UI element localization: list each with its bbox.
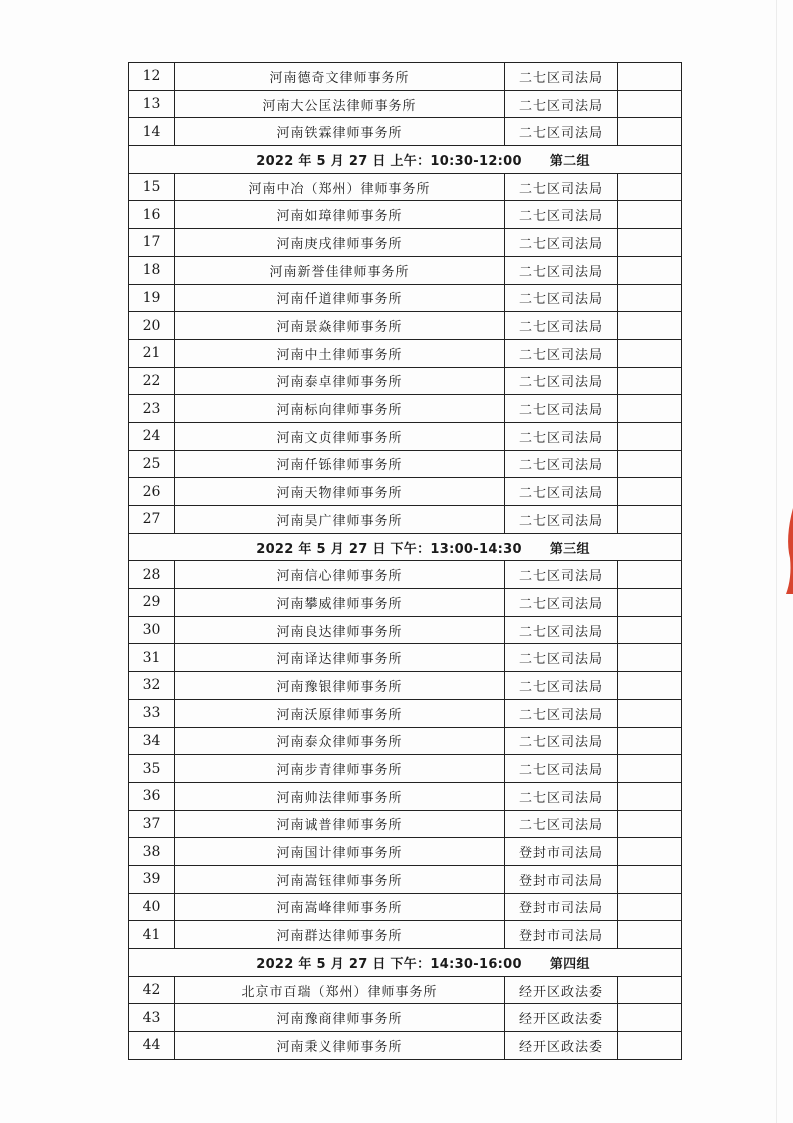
row-number: 28 [129,561,175,589]
firm-name: 北京市百瑞（郑州）律师事务所 [175,976,505,1004]
firm-name: 河南群达律师事务所 [175,921,505,949]
firm-name: 河南译达律师事务所 [175,644,505,672]
supervising-authority: 二七区司法局 [505,810,618,838]
law-firm-schedule-table [128,62,682,1060]
row-number: 35 [129,755,175,783]
group-session-time: 2022 年 5 月 27 日 上午：10:30-12:00 [256,153,522,169]
group-header-cell [129,146,682,174]
row-number: 15 [129,173,175,201]
firm-name: 河南豫银律师事务所 [175,672,505,700]
remarks-cell [618,1032,682,1060]
supervising-authority: 二七区司法局 [505,644,618,672]
row-number: 37 [129,810,175,838]
supervising-authority: 二七区司法局 [505,229,618,257]
group-header-cell [129,533,682,561]
supervising-authority: 登封市司法局 [505,838,618,866]
supervising-authority: 经开区政法委 [505,976,618,1004]
firm-name: 河南信心律师事务所 [175,561,505,589]
firm-name: 河南步青律师事务所 [175,755,505,783]
remarks-cell [618,782,682,810]
supervising-authority: 二七区司法局 [505,63,618,91]
firm-name: 河南沃原律师事务所 [175,699,505,727]
remarks-cell [618,727,682,755]
row-number: 41 [129,921,175,949]
row-number: 32 [129,672,175,700]
table-row [129,506,682,534]
remarks-cell [618,1004,682,1032]
firm-name: 河南豫商律师事务所 [175,1004,505,1032]
remarks-cell [618,450,682,478]
remarks-cell [618,229,682,257]
table-row [129,1032,682,1060]
supervising-authority: 经开区政法委 [505,1004,618,1032]
table-row [129,921,682,949]
remarks-cell [618,173,682,201]
firm-name: 河南庚戌律师事务所 [175,229,505,257]
table-row [129,450,682,478]
firm-name: 河南国计律师事务所 [175,838,505,866]
row-number: 20 [129,312,175,340]
row-number: 26 [129,478,175,506]
firm-name: 河南大公匡法律师事务所 [175,90,505,118]
supervising-authority: 二七区司法局 [505,727,618,755]
supervising-authority: 二七区司法局 [505,478,618,506]
firm-name: 河南中土律师事务所 [175,339,505,367]
table-row [129,644,682,672]
table-row [129,90,682,118]
firm-name: 河南仟道律师事务所 [175,284,505,312]
row-number: 19 [129,284,175,312]
table-row [129,395,682,423]
group-session-time: 2022 年 5 月 27 日 下午：13:00-14:30 [256,541,522,557]
group-header-row [129,533,682,561]
remarks-cell [618,284,682,312]
table-row [129,422,682,450]
table-row [129,893,682,921]
row-number: 42 [129,976,175,1004]
remarks-cell [618,893,682,921]
row-number: 33 [129,699,175,727]
row-number: 29 [129,589,175,617]
table-row [129,201,682,229]
firm-name: 河南诚普律师事务所 [175,810,505,838]
supervising-authority: 二七区司法局 [505,699,618,727]
red-stamp-edge-mark [784,508,793,594]
row-number: 44 [129,1032,175,1060]
remarks-cell [618,589,682,617]
firm-name: 河南仟铄律师事务所 [175,450,505,478]
firm-name: 河南标向律师事务所 [175,395,505,423]
remarks-cell [618,478,682,506]
table-row [129,616,682,644]
supervising-authority: 经开区政法委 [505,1032,618,1060]
table-row [129,118,682,146]
supervising-authority: 二七区司法局 [505,312,618,340]
remarks-cell [618,256,682,284]
remarks-cell [618,312,682,340]
supervising-authority: 二七区司法局 [505,616,618,644]
table-row [129,367,682,395]
firm-name: 河南良达律师事务所 [175,616,505,644]
row-number: 23 [129,395,175,423]
supervising-authority: 二七区司法局 [505,755,618,783]
supervising-authority: 二七区司法局 [505,367,618,395]
table-row [129,865,682,893]
firm-name: 河南天物律师事务所 [175,478,505,506]
firm-name: 河南德奇文律师事务所 [175,63,505,91]
supervising-authority: 登封市司法局 [505,921,618,949]
firm-name: 河南中冶（郑州）律师事务所 [175,173,505,201]
row-number: 36 [129,782,175,810]
table-row [129,672,682,700]
remarks-cell [618,616,682,644]
supervising-authority: 二七区司法局 [505,256,618,284]
row-number: 30 [129,616,175,644]
row-number: 34 [129,727,175,755]
remarks-cell [618,699,682,727]
table-row [129,173,682,201]
supervising-authority: 二七区司法局 [505,173,618,201]
firm-name: 河南攀威律师事务所 [175,589,505,617]
remarks-cell [618,838,682,866]
row-number: 22 [129,367,175,395]
supervising-authority: 二七区司法局 [505,395,618,423]
row-number: 27 [129,506,175,534]
firm-name: 河南帅法律师事务所 [175,782,505,810]
supervising-authority: 二七区司法局 [505,561,618,589]
supervising-authority: 二七区司法局 [505,589,618,617]
table-row [129,838,682,866]
table-row [129,312,682,340]
row-number: 24 [129,422,175,450]
firm-name: 河南泰众律师事务所 [175,727,505,755]
page-edge-line [776,0,777,1123]
supervising-authority: 二七区司法局 [505,118,618,146]
row-number: 18 [129,256,175,284]
row-number: 13 [129,90,175,118]
row-number: 14 [129,118,175,146]
row-number: 12 [129,63,175,91]
remarks-cell [618,201,682,229]
firm-name: 河南泰卓律师事务所 [175,367,505,395]
firm-name: 河南秉义律师事务所 [175,1032,505,1060]
firm-name: 河南嵩峰律师事务所 [175,893,505,921]
table-row [129,339,682,367]
table-body [129,63,682,1060]
supervising-authority: 二七区司法局 [505,339,618,367]
table-row [129,561,682,589]
row-number: 43 [129,1004,175,1032]
remarks-cell [618,865,682,893]
firm-name: 河南新誉佳律师事务所 [175,256,505,284]
table-row [129,782,682,810]
group-label: 第二组 [549,153,590,169]
row-number: 39 [129,865,175,893]
firm-name: 河南嵩钰律师事务所 [175,865,505,893]
table-row [129,699,682,727]
supervising-authority: 登封市司法局 [505,865,618,893]
group-header-row [129,949,682,977]
firm-name: 河南铁霖律师事务所 [175,118,505,146]
remarks-cell [618,644,682,672]
row-number: 21 [129,339,175,367]
table-row [129,589,682,617]
remarks-cell [618,506,682,534]
firm-name: 河南昊广律师事务所 [175,506,505,534]
remarks-cell [618,755,682,783]
row-number: 16 [129,201,175,229]
supervising-authority: 二七区司法局 [505,90,618,118]
supervising-authority: 二七区司法局 [505,201,618,229]
group-header-cell [129,949,682,977]
remarks-cell [618,921,682,949]
supervising-authority: 二七区司法局 [505,782,618,810]
supervising-authority: 登封市司法局 [505,893,618,921]
firm-name: 河南文贞律师事务所 [175,422,505,450]
row-number: 31 [129,644,175,672]
table-row [129,478,682,506]
group-label: 第四组 [549,956,590,972]
group-label: 第三组 [549,541,590,557]
remarks-cell [618,810,682,838]
table-row [129,976,682,1004]
remarks-cell [618,63,682,91]
supervising-authority: 二七区司法局 [505,450,618,478]
remarks-cell [618,367,682,395]
table-row [129,284,682,312]
table-row [129,755,682,783]
row-number: 40 [129,893,175,921]
remarks-cell [618,90,682,118]
table-row [129,256,682,284]
table-row [129,727,682,755]
group-header-row [129,146,682,174]
remarks-cell [618,422,682,450]
supervising-authority: 二七区司法局 [505,672,618,700]
remarks-cell [618,672,682,700]
group-session-time: 2022 年 5 月 27 日 下午：14:30-16:00 [256,956,522,972]
supervising-authority: 二七区司法局 [505,506,618,534]
firm-name: 河南景焱律师事务所 [175,312,505,340]
row-number: 17 [129,229,175,257]
table-row [129,1004,682,1032]
table-row [129,63,682,91]
remarks-cell [618,395,682,423]
remarks-cell [618,339,682,367]
supervising-authority: 二七区司法局 [505,284,618,312]
row-number: 38 [129,838,175,866]
remarks-cell [618,561,682,589]
remarks-cell [618,976,682,1004]
table-row [129,810,682,838]
row-number: 25 [129,450,175,478]
remarks-cell [618,118,682,146]
supervising-authority: 二七区司法局 [505,422,618,450]
firm-name: 河南如璋律师事务所 [175,201,505,229]
table-row [129,229,682,257]
